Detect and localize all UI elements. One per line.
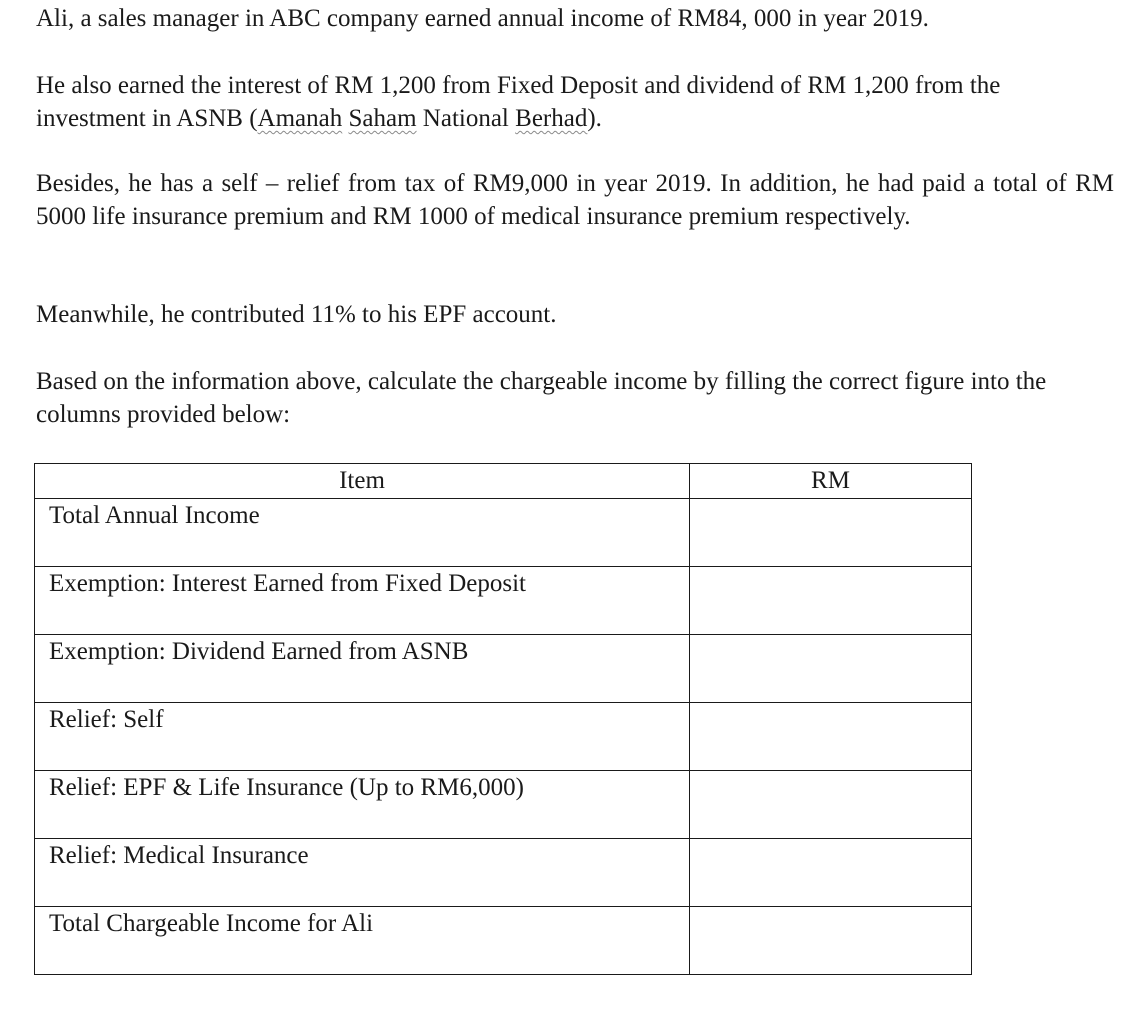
row-relief-medical: Relief: Medical Insurance [35,839,690,907]
table-row [35,499,972,567]
rm-cell-relief-epf-life[interactable] [690,771,972,839]
paragraph-interest-text: He also earned the interest of RM 1,200 from Fixed Deposit and dividend of RM 1,200 from the investment in ASNB ( [36,72,1001,132]
table-row [35,771,972,839]
spellcheck-word-berhad: Berhad [515,105,588,132]
row-relief-self: Relief: Self [35,703,690,771]
header-rm: RM [690,464,972,499]
table-row [35,907,972,975]
rm-cell-relief-medical[interactable] [690,839,972,907]
rm-cell-relief-self[interactable] [690,703,972,771]
rm-cell-total-chargeable-income[interactable] [690,907,972,975]
paragraph-interest-mid: National [416,105,516,132]
row-exemption-asnb: Exemption: Dividend Earned from ASNB [35,635,690,703]
spellcheck-word-saham: Saham [348,105,417,132]
spellcheck-word-amanah: Amanah [257,105,343,132]
row-exemption-fixed-deposit: Exemption: Interest Earned from Fixed Deposit [35,567,690,635]
rm-cell-exemption-asnb[interactable] [690,635,972,703]
paragraph-reliefs: Besides, he has a self – relief from tax of RM9,000 in year 2019. In addition, he had paid a total of RM 5000 life insurance premium and RM 1000 of medical insurance premium respectively. [36,170,1114,230]
row-total-annual-income: Total Annual Income [35,499,690,567]
chargeable-income-table [34,463,972,975]
row-relief-epf-life: Relief: EPF & Life Insurance (Up to RM6,000) [35,771,690,839]
table-row [35,839,972,907]
paragraph-epf: Meanwhile, he contributed 11% to his EPF account. [36,301,557,328]
paragraph-interest-end: ). [587,105,602,132]
rm-cell-exemption-fixed-deposit[interactable] [690,567,972,635]
rm-cell-total-annual-income[interactable] [690,499,972,567]
table-row [35,703,972,771]
table-row [35,567,972,635]
table-row [35,635,972,703]
header-item: Item [35,464,690,499]
paragraph-instructions: Based on the information above, calculate the chargeable income by filling the correct figure into the columns provided below: [36,368,1047,428]
row-total-chargeable-income: Total Chargeable Income for Ali [35,907,690,975]
table-header-row [35,464,972,499]
paragraph-interest-dividend [36,69,1106,135]
paragraph-income: Ali, a sales manager in ABC company earned annual income of RM84, 000 in year 2019. [36,5,929,32]
